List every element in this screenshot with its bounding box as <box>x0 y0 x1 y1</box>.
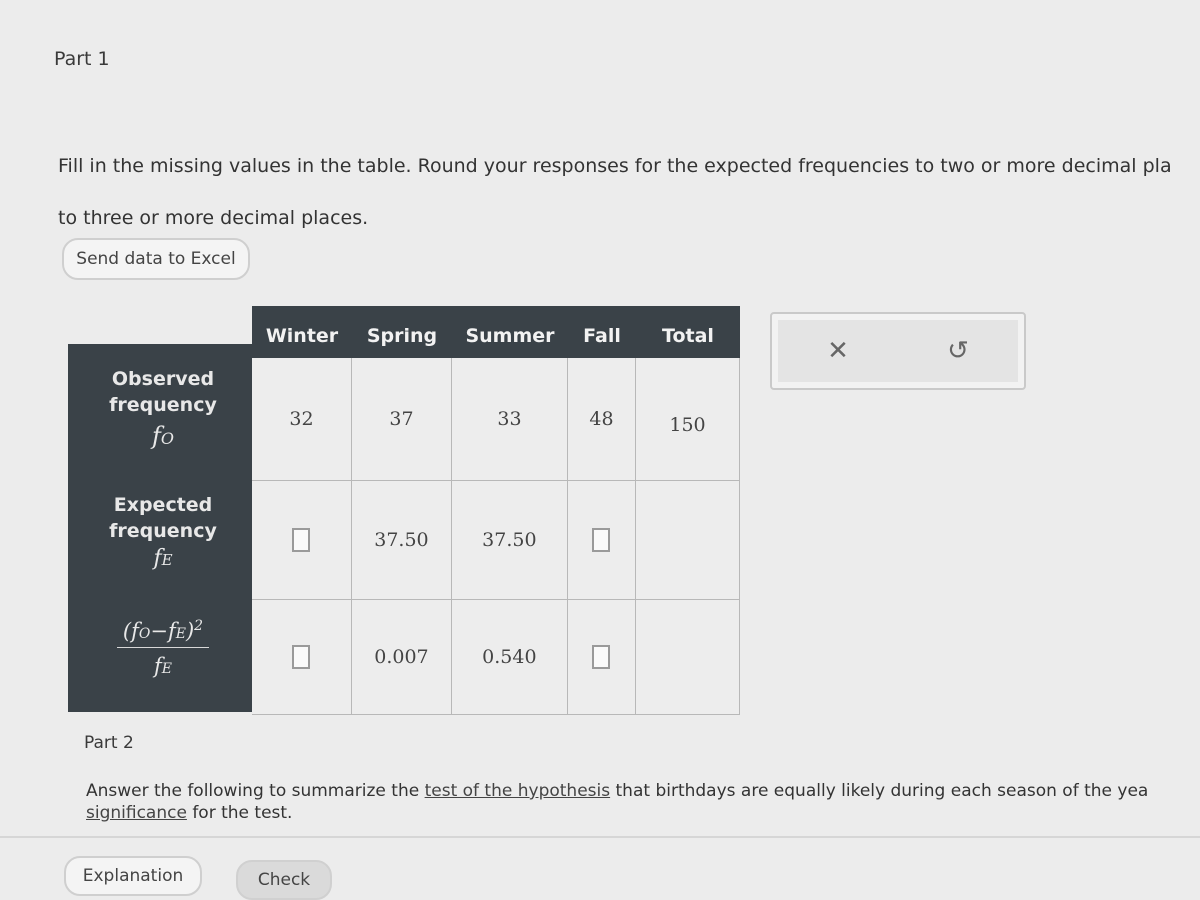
divider <box>0 836 1200 838</box>
row-label: frequency <box>109 520 217 542</box>
row-header-chi-term <box>68 598 258 712</box>
table-body <box>252 358 740 715</box>
part2-text-after: for the test. <box>186 803 293 823</box>
undo-icon[interactable]: ↺ <box>947 336 969 366</box>
cell-summer: 0.540 <box>452 600 568 714</box>
cell-winter <box>252 481 352 599</box>
cell-spring: 37.50 <box>352 481 452 599</box>
column-header: Winter <box>265 325 339 347</box>
row-label: Observed <box>111 368 215 390</box>
fo-symbol: fO <box>151 422 174 450</box>
cell-summer: 37.50 <box>452 481 568 599</box>
table-row <box>252 481 740 600</box>
table-row <box>252 600 740 715</box>
table-row <box>252 358 740 481</box>
part2-text-before: Answer the following to summarize the <box>86 781 425 801</box>
cell-spring: 0.007 <box>352 600 452 714</box>
row-header-observed <box>68 344 258 480</box>
cell-spring: 37 <box>352 358 452 480</box>
part2-label: Part 2 <box>84 733 134 753</box>
part2-text-middle: that birthdays are equally likely during each season of the yea <box>610 781 1149 801</box>
part2-prompt <box>86 780 1200 824</box>
cell-winter <box>252 600 352 714</box>
row-label: frequency <box>109 394 217 416</box>
row-header-expected <box>68 480 258 598</box>
send-to-excel-button[interactable]: Send data to Excel <box>62 238 250 280</box>
row-label: Expected <box>113 494 213 516</box>
cell-fall <box>568 600 636 714</box>
expected-winter-input[interactable] <box>292 528 310 552</box>
hypothesis-test-link[interactable]: test of the hypothesis <box>424 781 611 801</box>
cell-summer: 33 <box>452 358 568 480</box>
instructions <box>58 140 1198 244</box>
cell-total <box>636 600 740 714</box>
column-header: Spring <box>366 325 438 347</box>
expected-fall-input[interactable] <box>592 528 610 552</box>
cell-winter: 32 <box>252 358 352 480</box>
cell-total <box>636 481 740 599</box>
column-header: Fall <box>583 325 621 347</box>
check-button[interactable]: Check <box>236 860 332 900</box>
chi-fall-input[interactable] <box>592 645 610 669</box>
cell-total: 150 <box>636 358 740 480</box>
chi-winter-input[interactable] <box>292 645 310 669</box>
fe-symbol: fE <box>153 546 173 571</box>
chi-formula: $(fO-fE)^2$ fE <box>68 598 258 678</box>
column-header: Summer <box>465 325 555 347</box>
part1-label: Part 1 <box>54 48 110 70</box>
explanation-button[interactable]: Explanation <box>64 856 202 896</box>
answer-tools-inner <box>778 320 1018 382</box>
cell-fall: 48 <box>568 358 636 480</box>
cell-fall <box>568 481 636 599</box>
x-icon[interactable]: ✕ <box>827 336 849 366</box>
instructions-line1: Fill in the missing values in the table. Round your responses for the expected frequencies to two or more decimal pla <box>58 155 1172 177</box>
column-header: Total <box>662 325 714 347</box>
significance-link[interactable]: significance <box>86 803 187 823</box>
instructions-line2: to three or more decimal places. <box>58 207 369 229</box>
answer-tools-panel <box>770 312 1026 390</box>
table-header-row <box>252 306 740 366</box>
